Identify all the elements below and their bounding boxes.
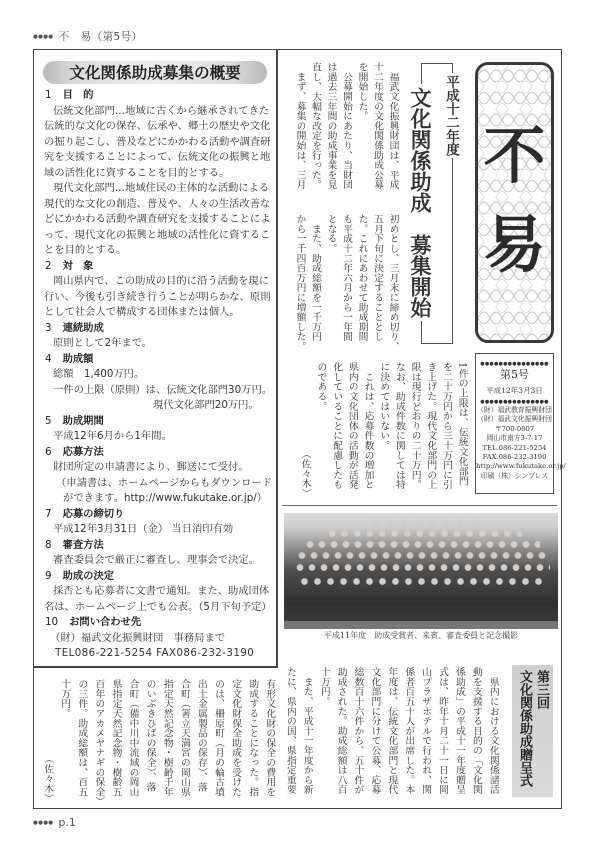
item-line: 審査委員会で厳正に審査し、理事会で決定。	[53, 554, 259, 566]
text-column: 1件の上限は、伝統文化部門	[456, 362, 468, 486]
item-line: 現代文化部門20万円。	[153, 399, 259, 411]
text-column: 公募開始にあたり、当財団	[341, 62, 352, 190]
running-footer	[33, 816, 76, 830]
phone: TEL.086-221-5254	[482, 443, 547, 452]
text-column: 十万円。	[59, 679, 71, 719]
item-line: 岡山県内で、この助成の目的に沿う活動を現に	[53, 275, 270, 287]
photo-people-row	[369, 518, 481, 527]
photo-separator-rule	[282, 505, 557, 506]
text-column: また、助成総額を一千万円	[310, 214, 321, 342]
item-line: って、現代文化の振興と地域の活性化に資するこ	[44, 228, 271, 241]
text-column: のいぶきひばの保全）、落	[144, 679, 156, 792]
text-column: 県内における文化関係諸活	[487, 667, 499, 795]
item-line: 行い、今後も引き続き行うことが明らかな、原則	[44, 290, 271, 303]
text-column: から一千四百万円に増額した。	[294, 214, 306, 352]
feature-body-tier2	[292, 214, 401, 354]
item-heading	[40, 414, 276, 430]
text-column: 合町（備中川中流域の岡山	[127, 679, 139, 797]
footer-dots: ●●●●	[33, 820, 54, 826]
text-column: 動を支援する目的の「文化関	[470, 667, 482, 795]
page-number: p.1	[58, 816, 76, 829]
ceremony-title-box	[512, 665, 553, 797]
item-line: ができます。http://www.fukutake.or.jp/）	[63, 492, 267, 504]
item-line: 原則として2年まで。	[53, 337, 153, 349]
item-heading	[40, 352, 276, 368]
text-column: 合町（箸立天満宮の岡山県	[178, 679, 190, 797]
postal-code: 〒700-0807	[494, 424, 535, 433]
text-column: 県指定天然記念物・樹齢五	[110, 679, 122, 797]
item-heading-label: 連続助成	[62, 321, 104, 334]
item-number: 4	[45, 352, 52, 365]
item-line: として社会人で構成する団体または個人。	[44, 306, 240, 318]
text-column: を開始した。	[356, 62, 368, 121]
item-line: 域の活性化に資することを目的とする。	[44, 166, 230, 179]
item-heading-label: 対 象	[62, 259, 94, 272]
text-column: のである。	[315, 362, 327, 411]
item-line: 現代文化部門…地域住民の主体的な活動による	[53, 182, 270, 194]
photo-people-row	[298, 577, 548, 586]
item-heading	[40, 615, 276, 631]
overview-title-banner	[43, 61, 267, 84]
text-column: 福武文化振興財団は、平成	[387, 62, 399, 190]
item-line: （申請書は、ホームページからもダウンロード	[56, 476, 273, 489]
headline: 文化関係助成 募集開始	[408, 84, 432, 321]
ceremony-body-left	[39, 679, 278, 807]
item-heading	[40, 507, 276, 523]
text-column: を二十万円から三十万円に引	[441, 362, 453, 490]
item-line: とを目的とする。	[44, 244, 127, 256]
text-column: のは、柵原町（月の輪古墳	[213, 679, 225, 797]
text-column: 県内の文化団体の活動が活発	[346, 362, 358, 490]
text-column: 指定天然記念物・樹齢千年	[161, 679, 173, 797]
header-dots: ●●●●	[33, 34, 54, 40]
text-column: も平成十二年六月から一年間	[341, 214, 352, 342]
overview-title: 文化関係助成募集の概要	[69, 63, 241, 82]
group-photo	[284, 513, 558, 629]
item-number: 1	[45, 89, 52, 101]
ceremony-body-right	[281, 667, 501, 803]
text-column: となる。	[325, 214, 337, 254]
item-heading	[40, 259, 276, 275]
item-line: 伝統文化部門…地域に古くから継承されてきた	[53, 104, 270, 117]
text-column: 五月下旬に決定することとし	[372, 214, 383, 342]
overview-list	[40, 88, 276, 662]
item-line: 総額 1,400万円。	[53, 368, 145, 380]
item-heading	[40, 445, 276, 461]
newsletter-title: 不 易（第5号）	[58, 30, 143, 43]
text-column: 有形文化財の保全の費用を	[264, 679, 276, 797]
item-heading-label: 目 的	[62, 89, 94, 101]
overview-box-bottom-rule	[33, 666, 278, 668]
text-column: に決めてはいない。	[378, 362, 390, 451]
text-column: 定文化財保全助成を受けた	[230, 679, 242, 797]
item-heading	[40, 88, 276, 104]
printer: 印刷（株）シンプレス	[480, 471, 549, 480]
photo-floor	[284, 621, 558, 629]
item-line: 伝統的な文化の保存、伝承や、郷土の歴史や文化	[44, 120, 271, 132]
headline-kicker: 平成十二年度	[443, 75, 459, 156]
text-column: 十二年度の文化関係助成公募	[372, 62, 383, 190]
running-header	[33, 30, 142, 44]
item-heading-label: 助成の決定	[62, 569, 115, 582]
text-column: まず、募集の開始は、三月	[294, 62, 306, 190]
text-column: は過去三年間の助成事業を見	[325, 62, 337, 190]
author-byline: （佐々木）	[299, 449, 311, 498]
overview-box-right-rule	[276, 49, 278, 668]
item-heading	[40, 321, 276, 337]
text-column: 初めとし、三月末に締め切り、	[387, 214, 399, 352]
item-heading	[40, 569, 276, 585]
feature-body-tier3	[297, 362, 470, 498]
text-column: 係者百五十人が出席した。本	[403, 667, 415, 795]
wave-pattern-icon	[478, 65, 551, 340]
issue-date: 平成12年3月3日	[486, 386, 543, 395]
item-number: 9	[45, 569, 52, 582]
text-column: 年度は、伝統文化部門と現代	[386, 667, 398, 795]
dotted-rule: ●●●●●●●●●●●●●●●	[480, 361, 549, 367]
text-column: 助成することになった。指	[247, 679, 259, 797]
text-column: の三件。助成総額は、百五	[76, 679, 88, 797]
text-column: 係助成」の平成十一年度贈呈	[453, 667, 465, 795]
photo-people-row	[326, 529, 522, 538]
item-line: 名は、ホームページ上でも公表。（5月下旬予定）	[44, 600, 272, 613]
item-line: どにかかわる活動や調査研究を支援することによ	[44, 213, 271, 225]
text-column: た。これにあわせて助成期間	[356, 214, 368, 342]
ceremony-title-line1: 第三回	[534, 670, 549, 709]
ceremony-title-line2: 文化関係助成贈呈式	[517, 670, 532, 787]
text-column: 限は現行どおりの二十万円。	[409, 362, 421, 490]
text-column: 直し、大幅な改定を行った。	[310, 62, 321, 190]
item-heading-label: 応募の締切り	[62, 507, 125, 520]
issue-number: 第5号	[500, 368, 529, 381]
item-line: 平成12年3月31日（金） 当日消印有効	[53, 523, 234, 535]
item-heading-label: お問い合わせ先	[69, 616, 142, 628]
item-heading-label: 助成額	[62, 352, 94, 365]
text-column: また、平成十一年度から新	[301, 667, 313, 795]
item-heading-label: 助成期間	[62, 414, 104, 427]
text-column: き上げた。現代文化部門の上	[425, 362, 437, 490]
address: 岡山市南方3-7-17	[486, 434, 543, 443]
feature-body-tier1	[292, 62, 401, 202]
item-line: 現代的な文化の創造、普及や、人々の生活改善な	[44, 197, 271, 210]
contact-phone-fax: TEL086-221-5254 FAX086-232-3190	[55, 647, 255, 659]
text-column: 文化部門に分けて公募、応募	[369, 667, 381, 795]
logo-character-bottom: 易	[483, 208, 546, 281]
text-column: 式は、昨年十月二十一日に岡	[437, 667, 449, 795]
author-byline: （佐々木）	[42, 754, 54, 803]
item-number: 7	[45, 507, 52, 520]
text-column: たに、県内の国、県指定重要	[284, 667, 296, 795]
item-number: 8	[45, 538, 52, 551]
photo-caption: 平成11年度 助成受賞者、来賓、審査委員と記念撮影	[323, 631, 519, 640]
item-number: 10	[45, 616, 59, 628]
text-column: 百年のアカメヤナギの保全）	[93, 679, 105, 807]
text-column: 山プラザホテルで行われ、関	[420, 667, 432, 795]
item-number: 6	[45, 445, 52, 458]
photo-people-row	[304, 540, 540, 549]
item-line: 採否とも応募者に文書で通知。また、助成団体	[53, 585, 270, 597]
item-number: 2	[45, 259, 52, 272]
text-column: 化していることに配慮したも	[331, 362, 343, 490]
issue-info-box	[475, 353, 566, 494]
item-line: 一件の上限（原則）は、伝統文化部門30万円。	[53, 383, 273, 396]
publisher-line: （財）福武教育振興財団	[477, 406, 552, 414]
item-heading-label: 応募方法	[62, 445, 104, 458]
publisher-line: （財）福武文化振興財団	[477, 415, 552, 424]
item-line: 財団所定の申請書により、郵送にて受付。	[53, 461, 249, 473]
item-heading	[40, 538, 276, 554]
text-column: 助成された。助成総額は八百	[335, 667, 347, 795]
item-number: 3	[45, 321, 52, 334]
text-column: 総数百十六件から、五十件が	[352, 667, 364, 795]
text-column: これは、応募件数の増加と	[362, 362, 374, 490]
fax: FAX.086-232-3190	[482, 453, 547, 462]
photo-people-row	[294, 563, 550, 572]
item-number: 5	[45, 414, 52, 427]
item-heading-label: 審査方法	[62, 538, 104, 551]
item-line: の掘り起こし、普及などにかかわる活動や調査研	[44, 135, 271, 148]
text-column: 十万円。	[318, 667, 330, 707]
text-column: 出土金属製品の保存）、落	[195, 679, 207, 792]
text-column: なお、助成件数に関しては特	[393, 362, 405, 490]
item-line: 平成12年6月から1年間。	[53, 430, 172, 442]
masthead-logo	[475, 62, 554, 343]
item-line: 究を支援することによって、伝統文化の振興と地	[44, 151, 271, 163]
dotted-rule: ●●●●●●●●●●●●●●●	[480, 399, 549, 405]
logo-character-top: 不	[483, 119, 546, 192]
photo-people-row	[296, 551, 546, 560]
website: http://www.fukutake.or.jp/	[476, 462, 566, 471]
item-line: （財）福武文化振興財団 事務局まで	[50, 631, 226, 644]
